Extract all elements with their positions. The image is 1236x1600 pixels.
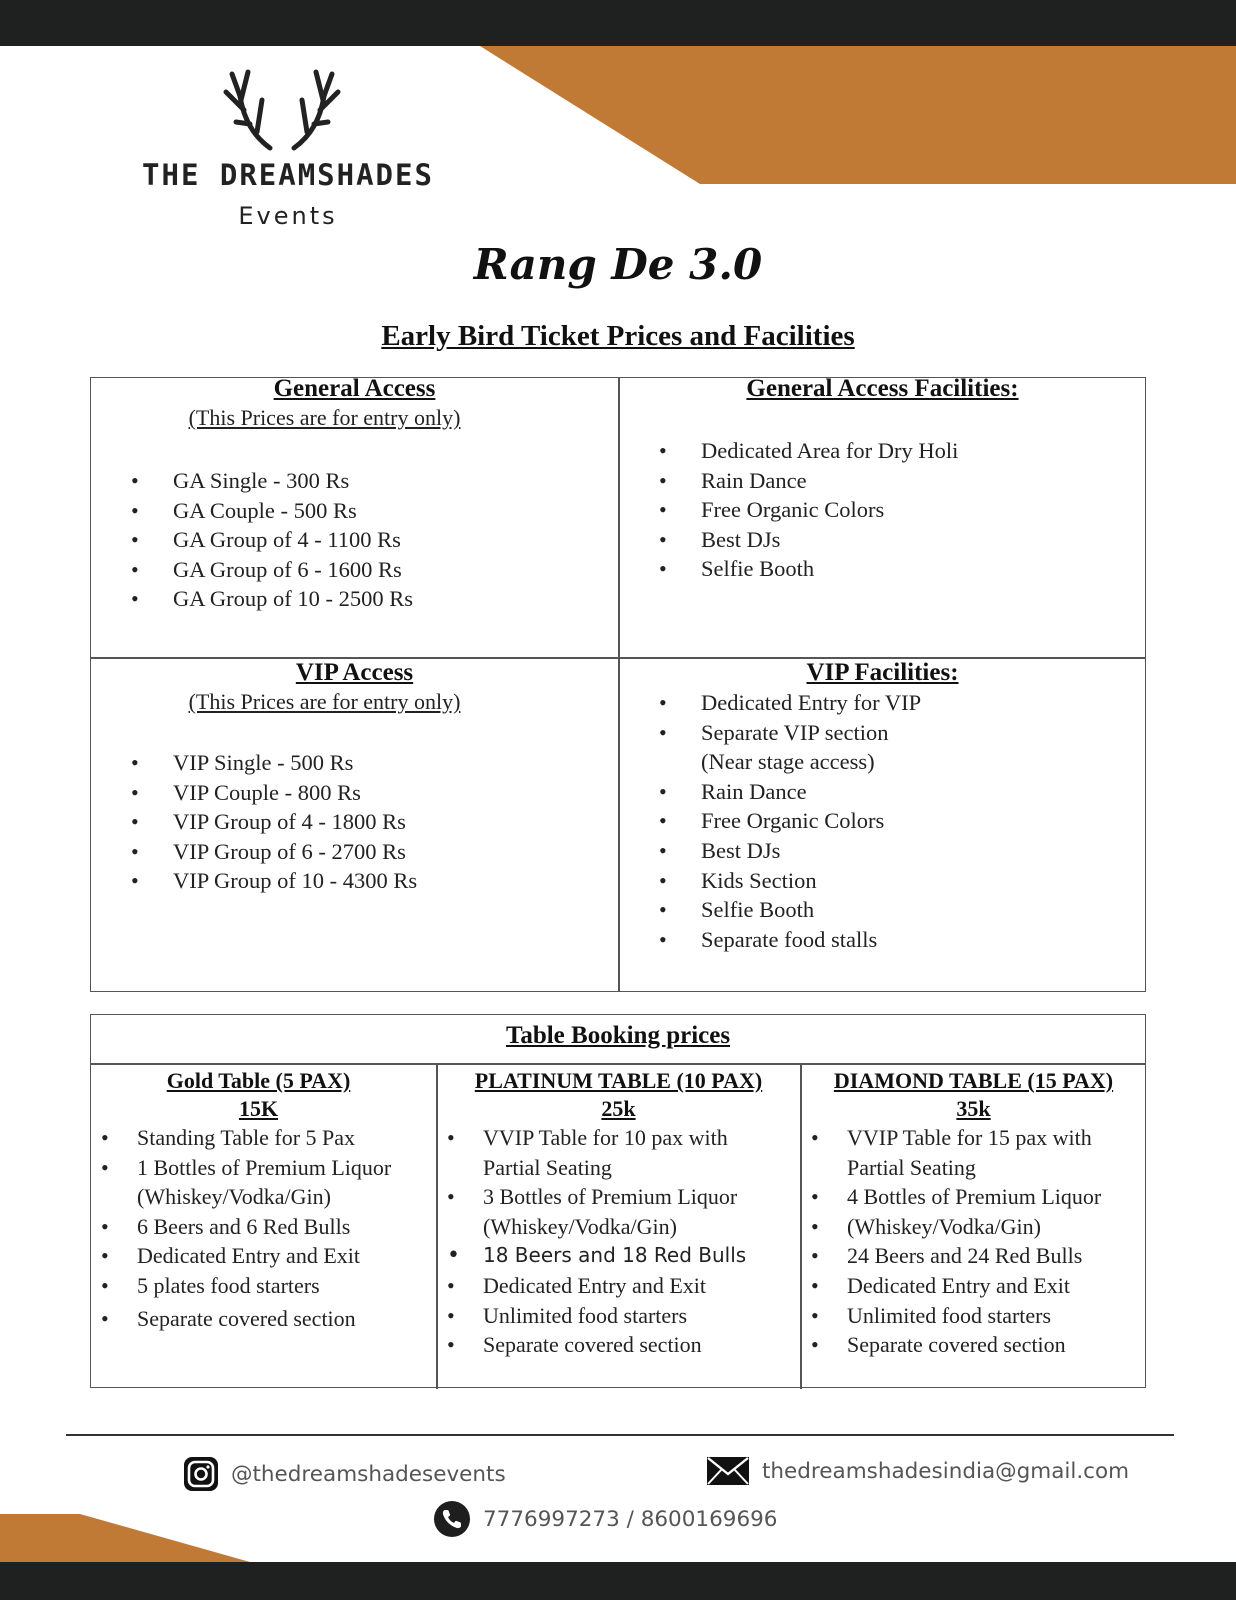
list-item: • 24 Beers and 24 Red Bulls [801,1241,1146,1271]
list-item: • VIP Couple - 800 Rs [121,778,618,808]
top-dark-bar [0,0,1236,46]
list-item: • VVIP Table for 15 pax with [801,1123,1146,1153]
list-item: • 1 Bottles of Premium Liquor [91,1153,436,1183]
list-item: • Unlimited food starters [437,1301,800,1331]
divider [91,1063,1145,1065]
general-access-prices [91,466,618,614]
list-item: • Standing Table for 5 Pax [91,1123,436,1153]
diamond-table-column [801,1067,1146,1360]
vip-access-heading: VIP Access [295,659,414,686]
vip-access-note: (This Prices are for entry only) [188,689,461,714]
list-item: • VIP Group of 4 - 1800 Rs [121,807,618,837]
list-item: • Dedicated Entry for VIP [649,688,1146,718]
list-item: (Whiskey/Vodka/Gin) [483,1213,677,1239]
list-item: • Rain Dance [649,466,1146,496]
list-item: • Best DJs [649,836,1146,866]
vip-facilities-list [619,688,1146,954]
diamond-table-list [801,1123,1146,1360]
list-item: • 6 Beers and 6 Red Bulls [91,1212,436,1242]
list-item: • GA Group of 6 - 1600 Rs [121,555,618,585]
platinum-table-price: 25k [601,1096,636,1121]
list-item: • GA Couple - 500 Rs [121,496,618,526]
list-item: • Separate food stalls [649,925,1146,955]
table-booking-box [90,1014,1146,1388]
email-address: thedreamshadesindia@gmail.com [762,1458,1130,1484]
instagram-icon [183,1456,219,1492]
phone-numbers: 7776997273 / 8600169696 [483,1506,778,1532]
list-item: • GA Group of 4 - 1100 Rs [121,525,618,555]
platinum-table-title: PLATINUM TABLE (10 PAX) [474,1068,763,1093]
list-item: • Dedicated Entry and Exit [801,1271,1146,1301]
list-item: • Selfie Booth [649,554,1146,584]
general-facilities-heading: General Access Facilities: [746,375,1019,402]
gold-table-price: 15K [238,1096,279,1121]
list-item: • Best DJs [649,525,1146,555]
list-item: • Rain Dance [649,777,1146,807]
list-item: • Separate covered section [91,1304,436,1334]
vip-facilities-cell [619,658,1146,954]
list-item: • GA Group of 10 - 2500 Rs [121,584,618,614]
instagram-handle: @thedreamshadesevents [231,1461,506,1487]
instagram-contact[interactable] [183,1456,506,1492]
event-title: Rang De 3.0 [473,240,763,289]
general-access-note: (This Prices are for entry only) [188,405,461,430]
ticket-prices-box [90,377,1146,992]
table-booking-heading: Table Booking prices [505,1022,731,1049]
list-item: • 4 Bottles of Premium Liquor [801,1182,1146,1212]
general-facilities-list [619,436,1146,584]
list-item: Partial Seating [847,1154,976,1180]
diamond-table-title: DIAMOND TABLE (15 PAX) [833,1068,1114,1093]
list-item: • Dedicated Entry and Exit [91,1241,436,1271]
list-item: • (Whiskey/Vodka/Gin) [801,1212,1146,1242]
brand-subtitle: Events [238,202,338,230]
list-item: Partial Seating [483,1154,612,1180]
list-item: (Whiskey/Vodka/Gin) [137,1184,331,1210]
general-facilities-cell [619,375,1146,584]
list-item: • 18 Beers and 18 Red Bulls [437,1241,800,1271]
list-item: • GA Single - 300 Rs [121,466,618,496]
gold-table-list [91,1123,436,1333]
bottom-dark-bar [0,1562,1236,1600]
vip-facilities-heading: VIP Facilities: [806,659,959,686]
list-item: • Free Organic Colors [649,806,1146,836]
footer-divider [66,1434,1174,1436]
list-item: (Near stage access) [701,749,875,775]
general-access-cell [91,375,618,614]
list-item: • Dedicated Entry and Exit [437,1271,800,1301]
list-item: • 3 Bottles of Premium Liquor [437,1182,800,1212]
list-item: • Dedicated Area for Dry Holi [649,436,1146,466]
diamond-table-price: 35k [956,1096,991,1121]
vip-access-prices [91,748,618,896]
general-access-heading: General Access [273,375,436,402]
list-item: • Selfie Booth [649,895,1146,925]
antlers-icon [222,66,342,152]
gold-table-column [91,1067,436,1333]
list-item: • Separate VIP section [649,718,1146,748]
list-item: • Free Organic Colors [649,495,1146,525]
platinum-table-list [437,1123,800,1360]
list-item: • Unlimited food starters [801,1301,1146,1331]
email-contact[interactable] [706,1456,1129,1486]
phone-icon [433,1500,471,1538]
vip-access-cell [91,658,618,896]
list-item: • VIP Single - 500 Rs [121,748,618,778]
phone-contact[interactable] [433,1500,778,1538]
page-subtitle: Early Bird Ticket Prices and Facilities [381,320,855,352]
list-item: • Separate covered section [437,1330,800,1360]
list-item: • VIP Group of 6 - 2700 Rs [121,837,618,867]
list-item: • VVIP Table for 10 pax with [437,1123,800,1153]
list-item: • 5 plates food starters [91,1271,436,1301]
list-item: • Separate covered section [801,1330,1146,1360]
brand-name: THE DREAMSHADES [142,158,434,192]
mail-icon [706,1456,750,1486]
brand-logo [110,66,460,236]
list-item: • VIP Group of 10 - 4300 Rs [121,866,618,896]
list-item: • Kids Section [649,866,1146,896]
gold-table-title: Gold Table (5 PAX) [166,1068,351,1093]
platinum-table-column [437,1067,800,1360]
